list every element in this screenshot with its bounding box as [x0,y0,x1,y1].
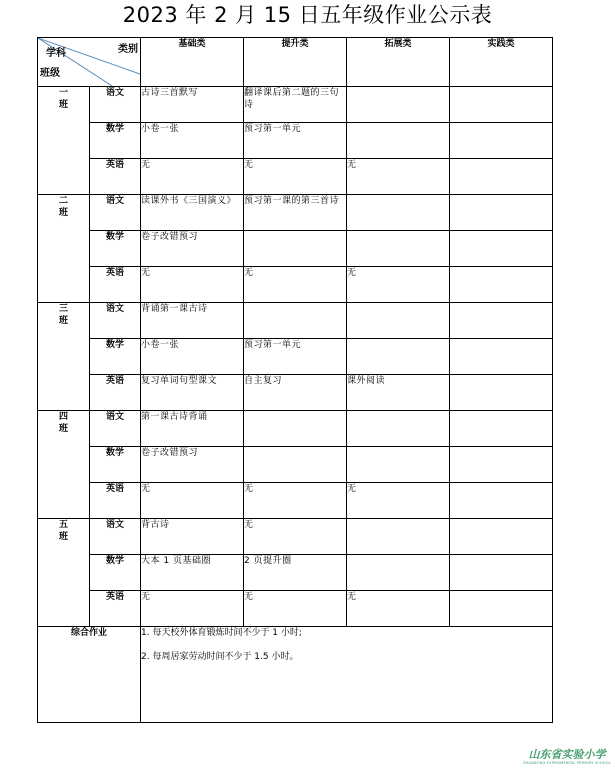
category-header: 提升类 [244,38,347,87]
homework-cell: 第一课古诗背诵 [141,411,244,447]
subject-label: 语文 [90,303,141,339]
diagonal-header-cell [38,38,141,87]
logo-name: 山东省实验小学 [528,748,606,761]
subject-label: 语文 [90,411,141,447]
table-row [38,123,553,159]
homework-cell: 无 [244,267,347,303]
table-row [38,231,553,267]
homework-cell: 预习第一课的第三首诗 [244,195,347,231]
homework-cell: 复习单词句型课文 [141,375,244,411]
subject-label: 英语 [90,375,141,411]
homework-cell: 无 [347,591,450,627]
homework-cell [450,87,553,123]
homework-cell: 无 [141,591,244,627]
page-title: 2023 年 2 月 15 日五年级作业公示表 [122,3,493,27]
category-header: 实践类 [450,38,553,87]
homework-cell: 自主复习 [244,375,347,411]
homework-cell [347,231,450,267]
homework-cell [450,519,553,555]
subject-label: 英语 [90,267,141,303]
homework-cell: 无 [244,591,347,627]
homework-cell: 无 [347,267,450,303]
homework-cell [450,303,553,339]
homework-cell [347,447,450,483]
homework-cell [450,591,553,627]
table-row [38,303,553,339]
category-header: 基础类 [141,38,244,87]
homework-cell: 古诗三首默写 [141,87,244,123]
table-row [38,519,553,555]
homework-cell [244,231,347,267]
homework-cell: 背诵第一课古诗 [141,303,244,339]
class-label: 二 班 [38,195,90,303]
comprehensive-row [38,627,553,723]
homework-cell: 无 [244,519,347,555]
homework-cell [244,411,347,447]
homework-cell [244,303,347,339]
subject-label: 英语 [90,483,141,519]
class-label: 三 班 [38,303,90,411]
subject-label: 数学 [90,447,141,483]
homework-cell: 课外阅读 [347,375,450,411]
logo-subtitle: SHANDONG EXPERIMENTAL PRIMARY SCHOOL [523,761,611,765]
class-label: 一 班 [38,87,90,195]
corner-subject-label: 学科 [46,48,66,59]
homework-cell [450,483,553,519]
homework-cell: 读课外书《三国演义》 [141,195,244,231]
homework-cell [347,411,450,447]
homework-cell [450,267,553,303]
table-row [38,159,553,195]
table-row [38,483,553,519]
homework-cell [450,195,553,231]
homework-cell [347,303,450,339]
table-row [38,591,553,627]
homework-cell [450,231,553,267]
homework-cell: 无 [141,483,244,519]
corner-type-label: 类别 [118,44,138,55]
homework-cell: 小卷一张 [141,123,244,159]
subject-label: 英语 [90,159,141,195]
homework-cell: 翻译课后第二题的三句诗 [244,87,347,123]
table-row [38,87,553,123]
homework-cell [347,555,450,591]
corner-class-label: 班级 [40,68,60,79]
subject-label: 数学 [90,123,141,159]
homework-cell [244,447,347,483]
subject-label: 语文 [90,519,141,555]
table-row [38,447,553,483]
category-header: 拓展类 [347,38,450,87]
comprehensive-notes [141,627,553,723]
homework-cell [450,411,553,447]
table-row [38,411,553,447]
homework-cell [347,123,450,159]
homework-cell: 小卷一张 [141,339,244,375]
homework-cell: 卷子改错预习 [141,231,244,267]
homework-cell [450,375,553,411]
homework-cell: 无 [244,159,347,195]
homework-cell: 无 [141,159,244,195]
homework-cell [347,519,450,555]
subject-label: 英语 [90,591,141,627]
class-label: 五 班 [38,519,90,627]
comprehensive-label: 综合作业 [38,627,141,723]
homework-cell [347,87,450,123]
homework-cell [450,123,553,159]
comprehensive-item: 1. 每天校外体育锻炼时间不少于 1 小时; [141,628,302,638]
subject-label: 语文 [90,87,141,123]
homework-cell: 预习第一单元 [244,339,347,375]
homework-cell: 背古诗 [141,519,244,555]
homework-cell: 无 [347,159,450,195]
table-row [38,375,553,411]
homework-cell [450,159,553,195]
homework-cell: 无 [141,267,244,303]
header-row [38,38,553,87]
homework-cell [450,447,553,483]
homework-cell: 无 [244,483,347,519]
homework-cell [450,339,553,375]
homework-cell: 无 [347,483,450,519]
homework-cell: 2 页提升圈 [244,555,347,591]
homework-cell: 大本 1 页基础圈 [141,555,244,591]
class-label: 四 班 [38,411,90,519]
homework-cell: 卷子改错预习 [141,447,244,483]
homework-table [37,37,553,723]
subject-label: 数学 [90,555,141,591]
homework-cell [347,195,450,231]
table-row [38,195,553,231]
subject-label: 数学 [90,231,141,267]
homework-cell [347,339,450,375]
subject-label: 数学 [90,339,141,375]
homework-cell: 预习第一单元 [244,123,347,159]
table-row [38,267,553,303]
homework-cell [450,555,553,591]
table-row [38,339,553,375]
subject-label: 语文 [90,195,141,231]
table-row [38,555,553,591]
comprehensive-item: 2. 每周居家劳动时间不少于 1.5 小时。 [141,652,299,662]
school-logo [522,749,612,766]
